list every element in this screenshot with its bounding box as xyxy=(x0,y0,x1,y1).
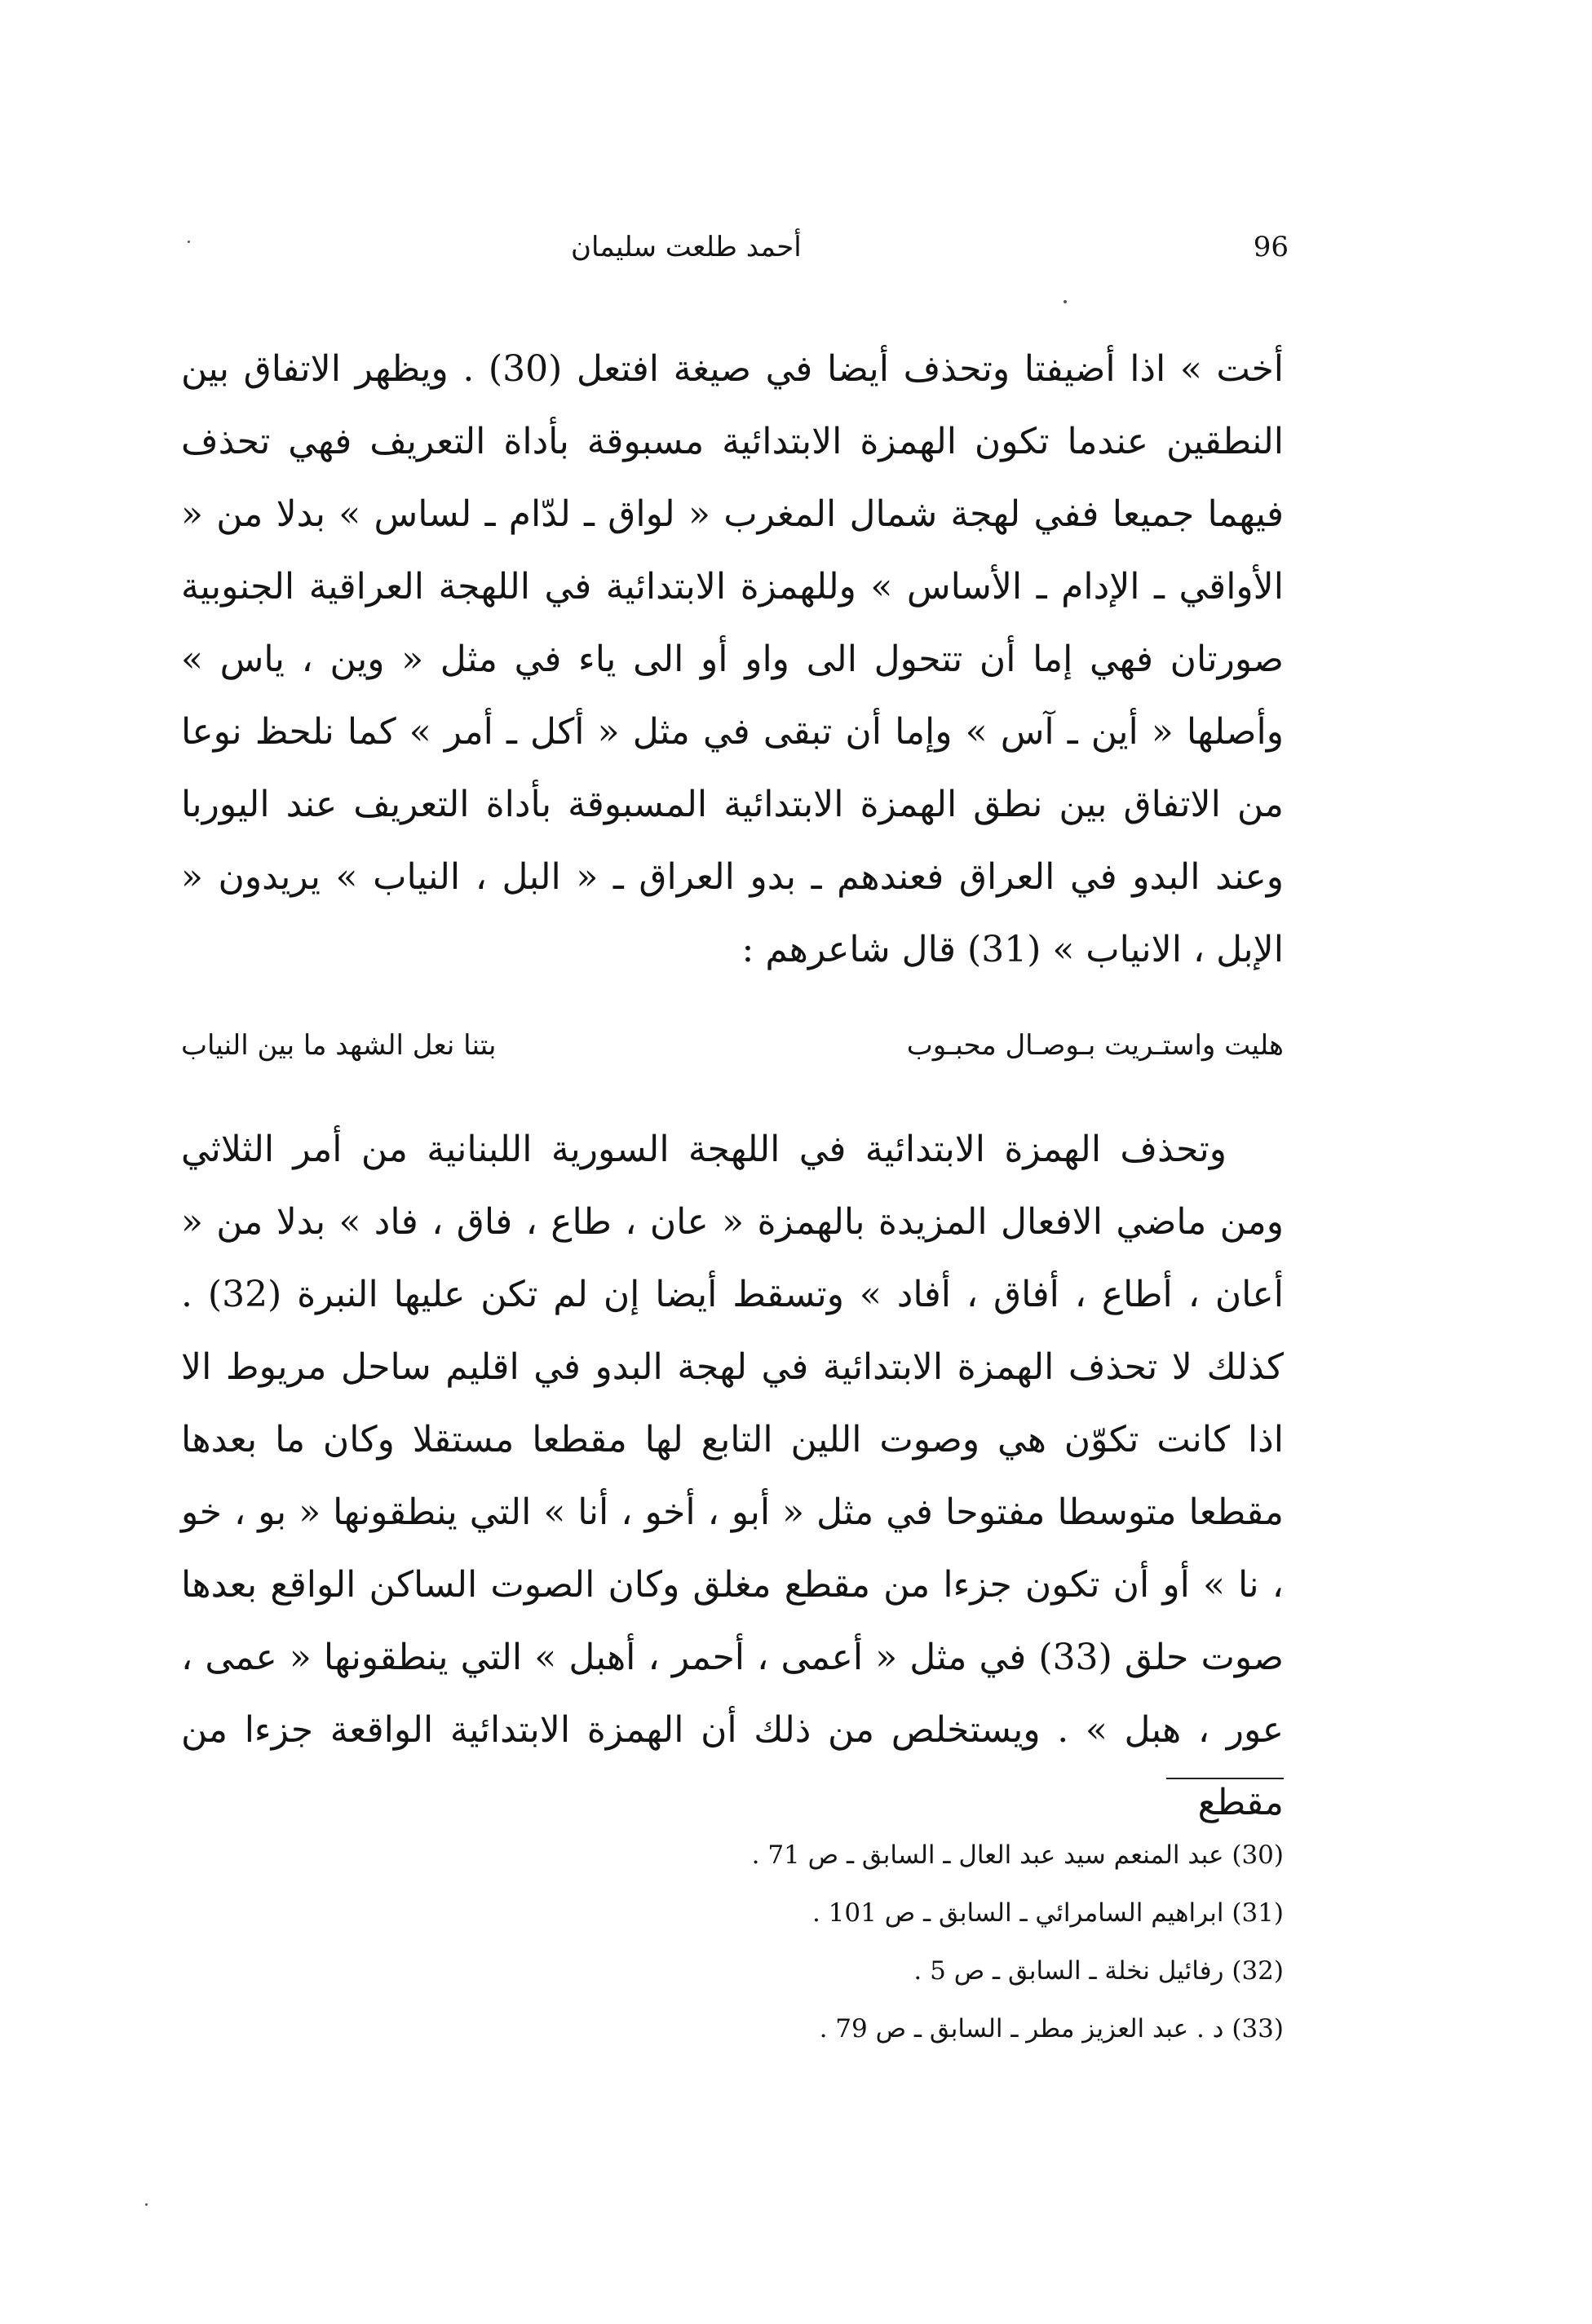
body-text-block-2 xyxy=(181,1113,1284,1839)
body-text-block-1 xyxy=(181,333,1284,986)
running-head: أحمد طلعت سليمان xyxy=(571,231,802,263)
scan-speck xyxy=(1064,300,1067,303)
paragraph-2: وتحذف الهمزة الابتدائية في اللهجة السورية اللبنانية من أمر الثلاثي ومن ماضي الافعال المزيدة بالهمزة « عان ، طاع ، فاق ، فاد » بدلا من « أعان ، أطاع ، أفاق ، أفاد » وتسقط أيضا إن لم تكن عليها النبرة (32) . كذلك لا تحذف الهمزة الابتدائية في لهجة البدو في اقليم ساحل مريوط الا اذا كانت تكوّن هي وصوت اللين التابع لها مقطعا مستقلا وكان ما بعدها مقطعا متوسطا مفتوحا في مثل « أبو ، أخو ، أنا » التي ينطقونها « بو ، خو ، نا » أو أن تكون جزءا من مقطع مغلق وكان الصوت الساكن الواقع بعدها صوت حلق (33) في مثل « أعمى ، أحمر ، أهبل » التي ينطقونها « عمى ، عور ، هبل » . ويستخلص من ذلك أن الهمزة الابتدائية الواقعة جزءا من مقطع xyxy=(181,1129,1285,1823)
footnote-30: (30) عبد المنعم سيد عبد العال ـ السابق ـ ص 71 . xyxy=(751,1840,1284,1870)
scan-speck xyxy=(145,2203,148,2206)
paragraph-1: أخت » اذا أضيفتا وتحذف أيضا في صيغة افتعل (30) . ويظهر الاتفاق بين النطقين عندما تكون الهمزة الابتدائية مسبوقة بأداة التعريف فهي تحذف فيهما جميعا ففي لهجة شمال المغرب « لواق ـ لدّام ـ لساس » بدلا من « الأواقي ـ الإدام ـ الأساس » وللهمزة الابتدائية في اللهجة العراقية الجنوبية صورتان فهي إما أن تتحول الى واو أو الى ياء في مثل « وين ، ياس » وأصلها « أين ـ آس » وإما أن تبقى في مثل « أكل ـ أمر » كما نلحظ نوعا من الاتفاق بين نطق الهمزة الابتدائية المسبوقة بأداة التعريف عند اليوربا وعند البدو في العراق فعندهم ـ بدو العراق ـ « البل ، النياب » يريدون « الإبل ، الانياب » (31) قال شاعرهم : xyxy=(181,348,1284,970)
poetry-verse xyxy=(181,1029,1284,1078)
verse-hemistich-second: بتنا نعل الشهد ما بين النياب xyxy=(181,1029,497,1062)
footnotes xyxy=(571,1827,1284,2058)
footnote-separator xyxy=(1166,1778,1284,1779)
footnote-33: (33) د . عبد العزيز مطر ـ السابق ـ ص 79 . xyxy=(819,2014,1284,2043)
footnote-31: (31) ابراهيم السامرائي ـ السابق ـ ص 101 . xyxy=(811,1898,1284,1928)
verse-hemistich-first: هليت واستـريت بـوصـال محبـوب xyxy=(906,1029,1284,1062)
scan-speck xyxy=(188,241,190,243)
footnote-32: (32) رفائيل نخلة ـ السابق ـ ص 5 . xyxy=(913,1956,1284,1986)
page-number: 96 xyxy=(1253,231,1289,263)
page-header xyxy=(571,231,1289,280)
